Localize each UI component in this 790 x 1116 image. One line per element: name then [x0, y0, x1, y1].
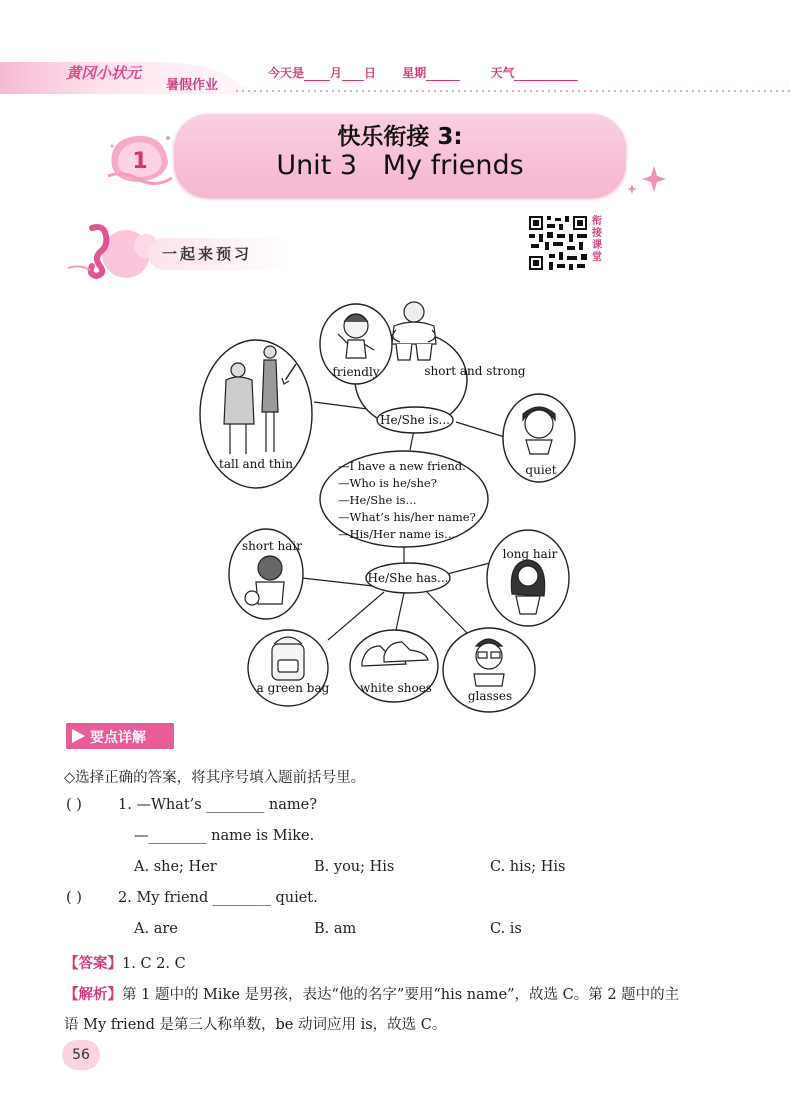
seashell-badge-icon	[104, 126, 176, 190]
badge-number: 1	[132, 149, 148, 174]
instruction: ◇选择正确的答案，将其序号填入题前括号里。	[64, 770, 366, 786]
analysis-tag: 【解析】	[64, 986, 122, 1003]
hub-is-label: He/She is...	[380, 413, 450, 427]
label-glasses: glasses	[467, 689, 513, 703]
label-green-bag: a green bag	[256, 681, 330, 695]
label-white-shoes: white shoes	[360, 681, 432, 695]
q2-bracket[interactable]: ( )	[66, 890, 82, 906]
page-title-cn: 快乐衔接 3:	[337, 124, 463, 150]
green-bag-icon	[272, 637, 304, 680]
center-line: —What’s his/her name?	[338, 510, 476, 524]
date-weather-label: 天气	[490, 66, 515, 80]
page-title-en: Unit 3 My friends	[276, 150, 524, 181]
analysis-text-1: 第 1 题中的 Mike 是男孩，表达“他的名字”要用“his name”，故选 C。第 2 题中的主	[122, 987, 680, 1003]
mind-map	[190, 284, 600, 720]
page-number: 56	[62, 1040, 100, 1070]
analysis-line-2: 语 My friend 是第三人称单数，be 动词应用 is，故选 C。	[64, 1017, 447, 1033]
play-triangle-icon	[71, 729, 85, 743]
glasses-man-icon	[474, 639, 504, 686]
date-weekday-label: 星期	[402, 66, 427, 80]
date-day-label: 日	[364, 66, 377, 80]
analysis-line-1	[64, 983, 679, 1004]
q1-line2: —________ name is Mike.	[134, 828, 315, 844]
q2-stem: 2. My friend ________ quiet.	[118, 890, 318, 906]
blank-month	[304, 68, 330, 81]
center-line: —He/She is...	[338, 493, 417, 507]
answer-text: 1. C 2. C	[122, 956, 186, 972]
brand-subtitle: 暑假作业	[166, 78, 219, 93]
date-line	[268, 64, 578, 81]
blank-weekday	[426, 68, 460, 81]
label-tall-and-thin: tall and thin	[219, 457, 293, 471]
center-line: —Who is he/she?	[338, 476, 437, 490]
label-quiet: quiet	[525, 463, 557, 477]
q1-option-a: A. she; Her	[134, 859, 217, 875]
q1-option-c: C. his; His	[490, 859, 566, 875]
blank-day	[342, 68, 364, 81]
answer-line	[64, 952, 186, 973]
date-month-label: 月	[330, 66, 343, 80]
blank-weather	[514, 68, 578, 81]
section-title: 一起来预习	[162, 245, 253, 263]
q1-bracket[interactable]: ( )	[66, 797, 82, 813]
key-points-label: 要点详解	[90, 730, 146, 746]
date-today-label: 今天是	[268, 66, 305, 80]
label-short-and-strong: short and strong	[424, 364, 526, 378]
q2-option-a: A. are	[134, 921, 178, 937]
qr-caption: 衔接课堂	[592, 216, 602, 263]
quiet-girl-icon	[523, 407, 555, 454]
label-long-hair: long hair	[502, 547, 558, 561]
sparkle-icon	[620, 164, 668, 196]
label-friendly: friendly	[332, 365, 380, 379]
hub-has-label: He/She has...	[367, 571, 449, 585]
q1-stem: 1. —What’s ________ name?	[118, 797, 318, 813]
q2-option-b: B. am	[314, 921, 357, 937]
brand-logo: 黄冈小状元	[66, 64, 142, 82]
answer-tag: 【答案】	[64, 955, 122, 972]
qr-code[interactable]	[527, 214, 589, 272]
q2-option-c: C. is	[490, 921, 522, 937]
center-line: —I have a new friend.	[338, 459, 466, 473]
seahorse-icon	[64, 218, 160, 282]
label-short-hair: short hair	[242, 539, 302, 553]
q1-option-b: B. you; His	[314, 859, 395, 875]
center-line: —His/Her name is...	[338, 527, 456, 541]
